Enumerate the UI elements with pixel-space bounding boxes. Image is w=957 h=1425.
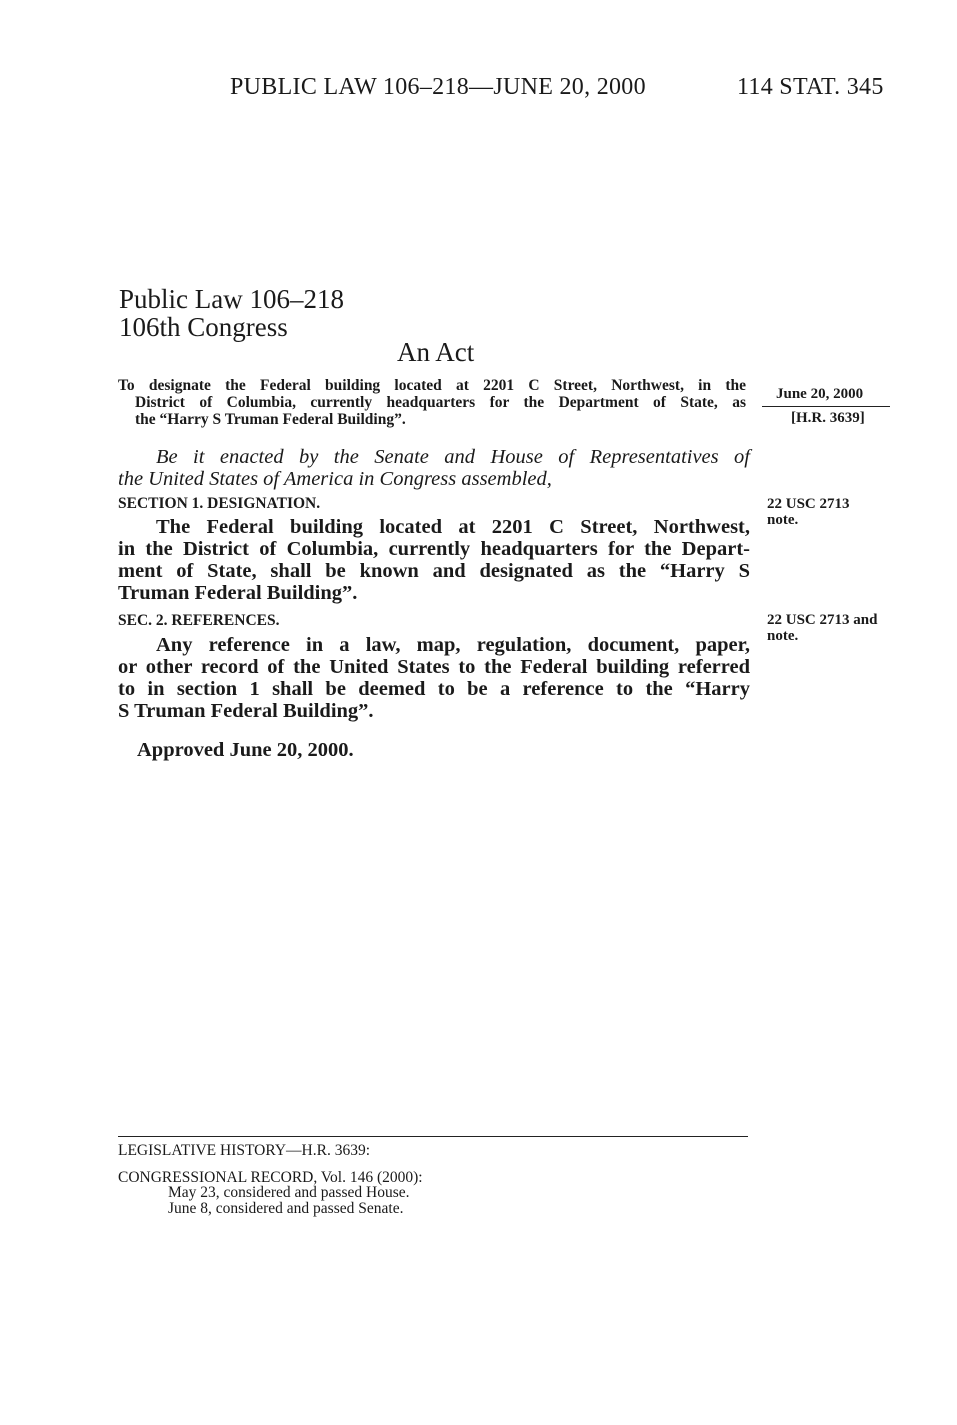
section-2-heading: SEC. 2. REFERENCES. [118, 612, 280, 629]
section-2-margin-note [767, 612, 897, 644]
section-line: Any reference in a law, map, regulation, document, paper, [156, 634, 750, 656]
running-head: PUBLIC LAW 106–218—JUNE 20, 2000 [230, 74, 646, 100]
section-line: Truman Federal Building”. [118, 582, 358, 604]
legislative-history-item: May 23, considered and passed House. [168, 1184, 410, 1201]
purpose-line: District of Columbia, currently headquarters for the Department of State, as [135, 394, 746, 411]
margin-note-line: note. [767, 512, 799, 528]
act-heading: An Act [397, 337, 475, 367]
legislative-history-title: LEGISLATIVE HISTORY—H.R. 3639: [118, 1142, 371, 1159]
purpose-clause [118, 377, 746, 428]
section-line: in the District of Columbia, currently headquarters for the Depart- [118, 538, 750, 560]
enacting-line: Be it enacted by the Senate and House of Representatives of [156, 446, 750, 468]
section-line: S Truman Federal Building”. [118, 700, 374, 722]
public-law-number: Public Law 106–218 [119, 284, 344, 314]
section-line: or other record of the United States to the Federal building referred [118, 656, 750, 678]
margin-note-line: note. [767, 628, 799, 644]
section-line: The Federal building located at 2201 C Street, Northwest, [156, 516, 750, 538]
section-line: ment of State, shall be known and designated as the “Harry S [118, 560, 750, 582]
bill-number-note: [H.R. 3639] [791, 410, 865, 426]
enacting-clause [118, 446, 750, 490]
section-1-heading: SECTION 1. DESIGNATION. [118, 495, 321, 512]
section-1-text [118, 516, 750, 604]
section-2-text [118, 634, 750, 722]
margin-note-line: 22 USC 2713 and [767, 612, 878, 628]
margin-note-line: 22 USC 2713 [767, 496, 850, 512]
section-line: to in section 1 shall be deemed to be a reference to the “Harry [118, 678, 750, 700]
purpose-line: To designate the Federal building located at 2201 C Street, Northwest, in the [118, 377, 746, 394]
legislative-history-item: June 8, considered and passed Senate. [168, 1200, 404, 1217]
enacting-line: the United States of America in Congress assembled, [118, 468, 552, 490]
congressional-record: CONGRESSIONAL RECORD, Vol. 146 (2000): [118, 1169, 423, 1186]
congress-number: 106th Congress [119, 312, 288, 342]
approval-statement: Approved June 20, 2000. [137, 739, 354, 761]
side-divider [762, 406, 890, 407]
statute-citation: 114 STAT. 345 [737, 74, 884, 100]
purpose-line: the “Harry S Truman Federal Building”. [135, 411, 406, 428]
legislative-history-divider [118, 1136, 748, 1137]
section-1-margin-note [767, 496, 867, 528]
enactment-date-note: June 20, 2000 [776, 386, 864, 402]
